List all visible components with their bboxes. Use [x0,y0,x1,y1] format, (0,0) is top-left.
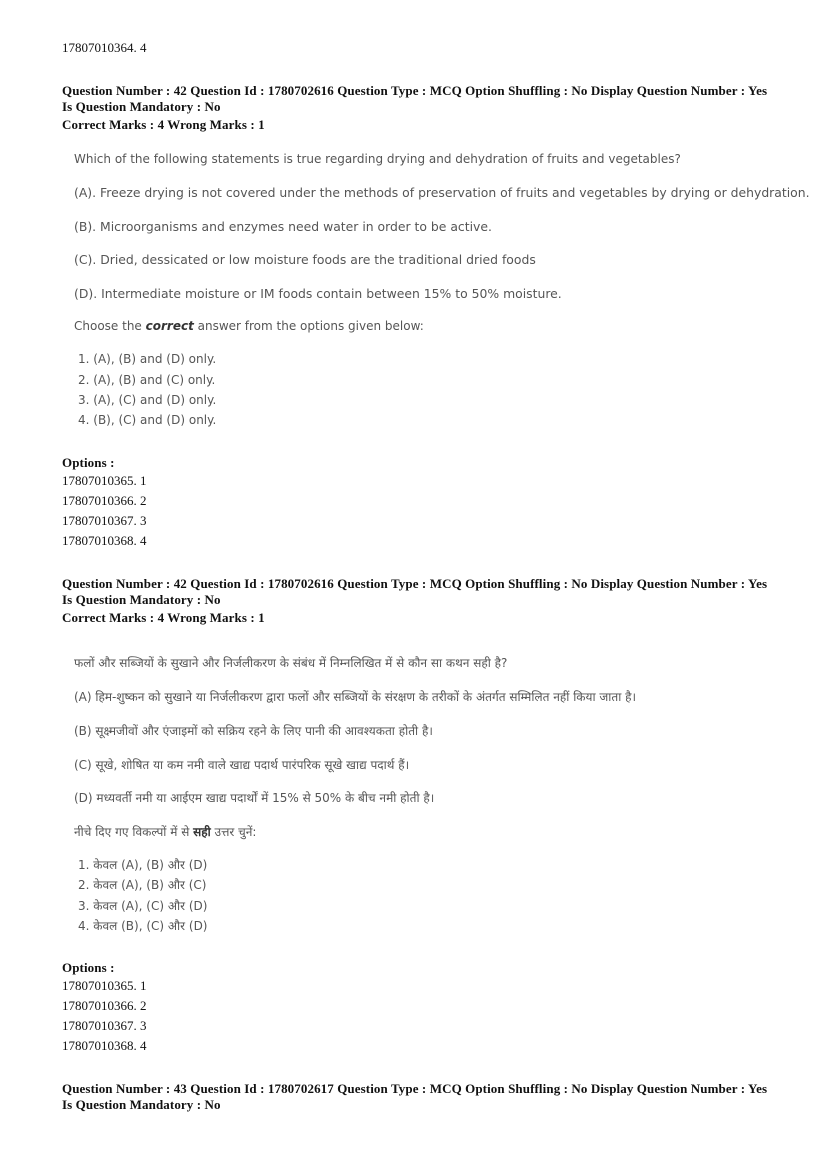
question-header: Question Number : 42 Question Id : 1780702616 Question Type : MCQ Option Shuffling : No Display Question Number : Yes [62,83,768,98]
statement-d: (D) मध्यवर्ती नमी या आईएम खाद्य पदार्थों में 15% से 50% के बीच नमी होती है। [74,791,435,805]
option-line: 17807010368. 4 [62,1038,147,1053]
option-line: 17807010366. 2 [62,998,147,1013]
option-line: 17807010364. 4 [62,40,147,55]
option-line: 17807010365. 1 [62,473,147,488]
statement-c: (C) सूखे, शोषित या कम नमी वाले खाद्य पदार्थ पारंपरिक सूखे खाद्य पदार्थ हैं। [74,758,410,772]
instruction-pre: नीचे दिए गए विकल्पों में से [74,825,194,839]
instruction [74,823,256,840]
option-line: 17807010366. 2 [62,493,147,508]
statement-a: (A). Freeze drying is not covered under the methods of preservation of fruits and vegetables by drying or dehydration. [74,185,810,200]
instruction-post: उत्तर चुनें: [210,825,257,839]
question-header: Question Number : 43 Question Id : 1780702617 Question Type : MCQ Option Shuffling : No Display Question Number : Yes [62,1081,768,1096]
choice-3: 3. केवल (A), (C) और (D) [78,899,208,913]
statement-c: (C). Dried, dessicated or low moisture foods are the traditional dried foods [74,252,536,267]
statement-d: (D). Intermediate moisture or IM foods contain between 15% to 50% moisture. [74,286,562,301]
instruction-emphasis: सही [193,825,211,839]
question-text: Which of the following statements is true regarding drying and dehydration of fruits and vegetables? [74,152,681,166]
instruction [74,319,424,333]
question-marks: Correct Marks : 4 Wrong Marks : 1 [62,117,265,132]
statement-a: (A) हिम-शुष्कन को सुखाने या निर्जलीकरण द्वारा फलों और सब्जियों के संरक्षण के तरीकों के अंतर्गत सम्मिलित नहीं किया जाता है। [74,690,637,704]
question-mandatory: Is Question Mandatory : No [62,99,221,114]
choice-2: 2. (A), (B) and (C) only. [78,373,216,387]
instruction-post: answer from the options given below: [193,319,424,333]
question-mandatory: Is Question Mandatory : No [62,592,221,607]
statement-b: (B) सूक्ष्मजीवों और एंजाइमों को सक्रिय रहने के लिए पानी की आवश्यकता होती है। [74,724,433,738]
choice-4: 4. केवल (B), (C) और (D) [78,919,208,933]
question-text: फलों और सब्जियों के सुखाने और निर्जलीकरण के संबंध में निम्नलिखित में से कौन सा कथन सही है? [74,656,508,670]
statement-b: (B). Microorganisms and enzymes need water in order to be active. [74,219,492,234]
instruction-pre: Choose the [74,319,146,333]
options-label: Options : [62,960,115,975]
choice-1: 1. केवल (A), (B) और (D) [78,858,208,872]
instruction-emphasis: correct [145,319,194,333]
option-line: 17807010367. 3 [62,1018,147,1033]
choice-4: 4. (B), (C) and (D) only. [78,413,217,427]
choice-1: 1. (A), (B) and (D) only. [78,352,217,366]
question-header: Question Number : 42 Question Id : 1780702616 Question Type : MCQ Option Shuffling : No Display Question Number : Yes [62,576,768,591]
question-mandatory: Is Question Mandatory : No [62,1097,221,1112]
options-label: Options : [62,455,115,470]
choice-3: 3. (A), (C) and (D) only. [78,393,217,407]
option-line: 17807010368. 4 [62,533,147,548]
option-line: 17807010367. 3 [62,513,147,528]
question-marks: Correct Marks : 4 Wrong Marks : 1 [62,610,265,625]
option-line: 17807010365. 1 [62,978,147,993]
choice-2: 2. केवल (A), (B) और (C) [78,878,207,892]
